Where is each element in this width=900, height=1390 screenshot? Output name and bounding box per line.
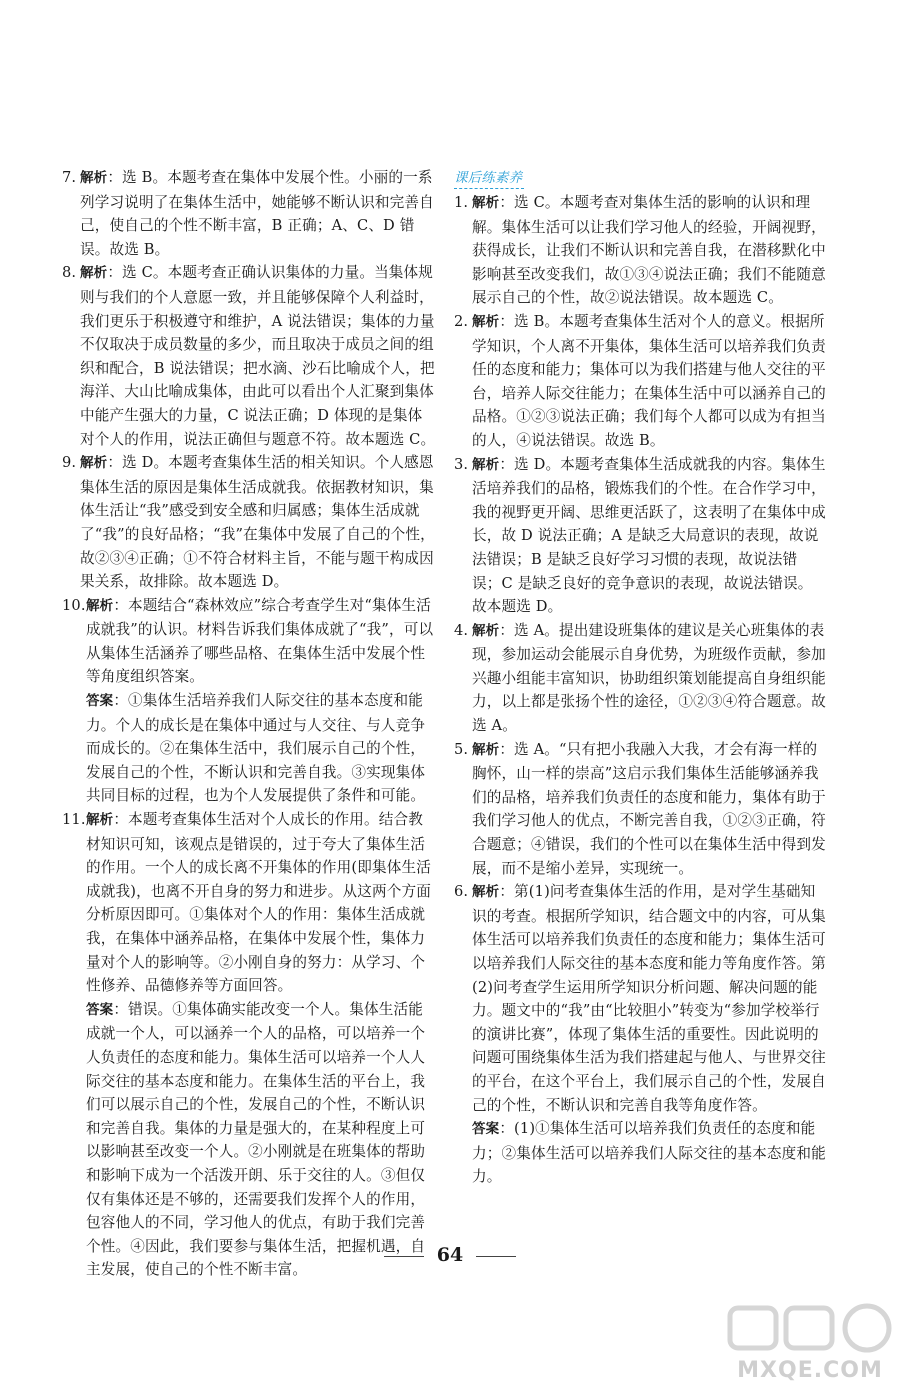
- watermark-logo: [722, 1300, 898, 1388]
- explanation-text: ：本题考查集体生活对个人成长的作用。结合教材知识可知，该观点是错误的，过于夸大了集体生活的作用。一个人的成长离不开集体的作用(即集体生活成就我)，也离不开自身的努力和进步。从这两个方面分析原因即可。①集体对个人的作用：集体生活成就我，在集体中涵养品格，在集体中发展个性，集体力量对个人的影响等。②小刚自身的努力：从学习、个性修养、品德修养等方面回答。: [86, 811, 431, 995]
- question-number: 9.: [62, 454, 77, 472]
- explanation-label: 解析: [86, 812, 114, 829]
- explanation-text: ：第(1)问考查集体生活的作用，是对学生基础知识的考查。根据所学知识，结合题文中的内容，可从集体生活可以培养我们负责任的态度和能力；集体生活可以培养我们人际交往的基本态度和能力等角度作答。第(2)问考查学生运用所学知识分析问题、解决问题的能力。题文中的“我”由“比较胆小”转变为“参加学校举行的演讲比赛”，体现了集体生活的重要性。因此说明的问题可围绕集体生活为我们搭建起与他人、与世界交往的平台，在这个平台上，我们展示自己的个性，发展自己的个性，不断认识和完善自我等角度作答。: [472, 883, 826, 1114]
- question-explanation: [454, 310, 826, 453]
- question-number: 7.: [62, 169, 77, 186]
- explanation-label: 解析: [80, 265, 108, 282]
- question-explanation: [454, 453, 826, 619]
- question-explanation: [454, 880, 826, 1117]
- explanation-label: 解析: [472, 195, 500, 211]
- answer-text: ：①集体生活培养我们人际交往的基本态度和能力。个人的成长是在集体中通过与人交往、与人竞争而成长的。②在集体生活中，我们展示自己的个性，发展自己的个性，不断认识和完善自我。③实现集体共同目标的过程，也为个人发展提供了条件和可能。: [86, 692, 426, 805]
- question-number: 6.: [454, 883, 469, 901]
- page-footer: [0, 1244, 900, 1268]
- question-number: 3.: [454, 455, 469, 473]
- question-explanation: [62, 808, 436, 998]
- explanation-label: 解析: [86, 597, 114, 614]
- explanation-label: 解析: [472, 741, 500, 758]
- question-explanation: [62, 451, 436, 594]
- answer-block: [454, 1117, 826, 1189]
- page-number: 64: [436, 1244, 464, 1266]
- question-explanation: [454, 619, 826, 738]
- section-title: 课后练素养: [454, 169, 524, 189]
- explanation-text: ：选 A。“只有把小我融入大我，才会有海一样的胸怀，山一样的崇高”这启示我们集体生活能够涵养我们的品格，培养我们负责任的态度和能力，集体有助于我们学习他人的优点，不断完善自我，①②③正确，符合题意；④错误，我们的个性可以在集体生活中得到发展，而不是缩小差异，实现统一。: [472, 740, 826, 877]
- left-column: [62, 166, 436, 1282]
- explanation-text: ：选 B。本题考查在集体中发展个性。小丽的一系列学习说明了在集体生活中，她能够不断认识和完善自己，使自己的个性不断丰富，B 正确；A、C、D 错误。故选 B。: [80, 169, 434, 258]
- explanation-text: ：选 B。本题考查集体生活对个人的意义。根据所学知识，个人离不开集体，集体生活可以培养我们负责任的态度和能力；集体可以为我们搭建与他人交往的平台，培养人际交往能力；在集体生活中可以涵养自己的品格。①②③说法正确；我们每个人都可以成为有担当的人，④说法错误。故选 B。: [472, 312, 826, 449]
- answer-text: ：错误。①集体确实能改变一个人。集体生活能成就一个人，可以涵养一个人的品格，可以培养一个人负责任的态度和能力。集体生活可以培养一个人人际交往的基本态度和能力。在集体生活的平台上，我们可以展示自己的个性，发展自己的个性，不断认识和完善自我。集体的力量是强大的，在某种程度上可以影响甚至改变一个人。②小刚就是在班集体的帮助和影响下成为一个活泼开朗、乐于交往的人。③但仅仅有集体还是不够的，还需要我们发挥个人的作用，包容他人的不同，学习他人的优点，有助于我们完善个性。④因此，我们要参与集体生活，把握机遇，自主发展，使自己的个性不断丰富。: [86, 1000, 426, 1279]
- question-number: 11.: [62, 811, 86, 829]
- question-number: 8.: [62, 264, 77, 282]
- question-explanation: [454, 191, 826, 310]
- question-number: 4.: [454, 621, 469, 639]
- answer-block: [62, 689, 436, 808]
- footer-rule-right: [476, 1256, 516, 1257]
- answer-text: ：(1)①集体生活可以培养我们负责任的态度和能力；②集体生活可以培养我们人际交往的基本态度和能力。: [472, 1120, 826, 1186]
- watermark-stamp-icon: [722, 1300, 898, 1360]
- question-explanation: [454, 738, 826, 881]
- answer-label: 答案: [86, 1001, 114, 1018]
- explanation-text: ：选 D。本题考查集体生活的相关知识。个人感恩集体生活的原因是集体生活成就我。依据教材知识，集体生活让“我”感受到安全感和归属感；集体生活成就了“我”的良好品格；“我”在集体中发展了自己的个性，故②③④正确；①不符合材料主旨，不能与题干构成因果关系，故排除。故本题选 D。: [80, 454, 435, 591]
- answer-block: [62, 998, 436, 1282]
- question-explanation: [62, 594, 436, 689]
- answer-label: 答案: [472, 1121, 500, 1138]
- answer-label: 答案: [86, 693, 114, 710]
- right-column: [454, 166, 826, 1189]
- explanation-label: 解析: [472, 622, 500, 639]
- explanation-text: ：选 C。本题考查正确认识集体的力量。当集体规则与我们的个人意愿一致，并且能够保障个人利益时，我们更乐于积极遵守和维护，A 说法错误；集体的力量不仅取决于成员数量的多少，而且取决于成员之间的组织和配合，B 说法错误；把水滴、沙石比喻成个人，把海洋、大山比喻成集体，由此可以看出个人汇聚到集体中能产生强大的力量，C 说法正确；D 体现的是集体对个人的作用，说法正确但与题意不符。故本题选 C。: [80, 264, 436, 448]
- explanation-text: ：选 A。提出建设班集体的建议是关心班集体的表现，参加运动会能展示自身优势，为班级作贡献，参加兴趣小组能丰富知识，协助组织策划能提高自身组织能力，以上都是张扬个性的途径，①②③④符合题意。故选 A。: [472, 621, 826, 735]
- explanation-label: 解析: [472, 884, 500, 901]
- explanation-label: 解析: [472, 313, 500, 330]
- question-number: 10.: [62, 596, 86, 614]
- explanation-text: ：选 D。本题考查集体生活成就我的内容。集体生活培养我们的品格，锻炼我们的个性。在合作学习中，我的视野更开阔、思维更活跃了，这表明了在集体中成长，故 D 说法正确；A 是缺乏大局意识的表现，故说法错误；B 是缺乏良好学习习惯的表现，故说法错误；C 是缺乏良好的竞争意识的表现，故说法错误。故本题选 D。: [472, 455, 826, 616]
- question-explanation: [62, 166, 436, 261]
- explanation-label: 解析: [80, 455, 108, 472]
- explanation-label: 解析: [472, 456, 500, 473]
- explanation-label: 解析: [80, 170, 108, 186]
- question-number: 1.: [454, 194, 469, 211]
- question-number: 2.: [454, 312, 469, 330]
- explanation-text: ：选 C。本题考查对集体生活的影响的认识和理解。集体生活可以让我们学习他人的经验，开阔视野，获得成长，让我们不断认识和完善自我，在潜移默化中影响甚至改变我们，故①③④说法正确；我们不能随意展示自己的个性，故②说法错误。故本题选 C。: [472, 194, 826, 307]
- question-number: 5.: [454, 740, 469, 758]
- watermark-text: MXQE.COM: [737, 1358, 883, 1383]
- question-explanation: [62, 261, 436, 451]
- explanation-text: ：本题结合“森林效应”综合考查学生对“集体生活成就我”的认识。材料告诉我们集体成就了“我”，可以从集体生活涵养了哪些品格、在集体生活中发展个性等角度组织答案。: [86, 596, 434, 686]
